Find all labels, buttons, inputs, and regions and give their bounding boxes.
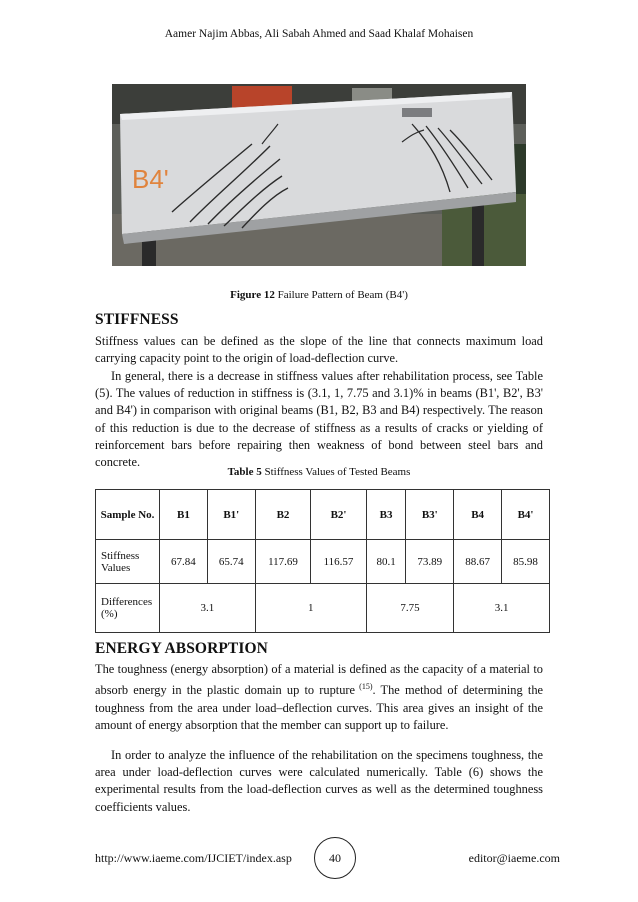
heading-energy-absorption: ENERGY ABSORPTION — [95, 640, 268, 657]
footer-email: editor@iaeme.com — [468, 851, 560, 865]
header-cell: B2' — [311, 490, 367, 540]
page-number: 40 — [314, 837, 356, 879]
paragraph-text: Stiffness values can be defined as the slope of the line that connects maximum load carrying capacity point to the origin of load-deflection curve. — [95, 334, 543, 366]
figure-label: Figure 12 — [230, 289, 275, 301]
header-cell: B4 — [454, 490, 502, 540]
footer-url: http://www.iaeme.com/IJCIET/index.asp — [95, 851, 292, 865]
table-row-differences — [96, 584, 550, 633]
table-label: Table 5 — [227, 466, 262, 478]
paragraph-stiffness-definition — [95, 333, 543, 367]
figure-photo-beam-b4 — [112, 84, 526, 266]
table-cell: 67.84 — [160, 540, 208, 584]
figure-caption — [0, 289, 638, 301]
table-cell: 73.89 — [406, 540, 454, 584]
figure-caption-text: Failure Pattern of Beam (B4') — [277, 289, 408, 301]
header-sample-no: Sample No. — [96, 490, 160, 540]
heading-stiffness: STIFFNESS — [95, 311, 179, 328]
paragraph-text: . The method of determining the toughness from the area under load–deflection curves. This area gives an insight of the amount of energy absorption that the member can support up to failure. — [95, 683, 544, 732]
row-label-stiffness: Stiffness Values — [96, 540, 160, 584]
citation-reference: (15) — [359, 682, 373, 692]
header-cell: B4' — [502, 490, 550, 540]
table-row-stiffness — [96, 540, 550, 584]
running-head-authors: Aamer Najim Abbas, Ali Sabah Ahmed and Saad Khalaf Mohaisen — [164, 28, 474, 40]
stiffness-table — [95, 489, 550, 633]
paragraph-text: In order to analyze the influence of the rehabilitation on the specimens toughness, the area under load-deflection curves were calculated numerically. Table (6) shows the experimental results from the load-deflection curves as well as the determined toughness coefficients values. — [95, 748, 543, 814]
table-cell: 3.1 — [454, 584, 550, 633]
table-cell: 116.57 — [311, 540, 367, 584]
header-cell: B2 — [255, 490, 311, 540]
table-cell: 88.67 — [454, 540, 502, 584]
header-cell: B3' — [406, 490, 454, 540]
table-cell: 85.98 — [502, 540, 550, 584]
beam-photo-illustration — [112, 84, 526, 266]
row-label-differences: Differences (%) — [96, 584, 160, 633]
beam-tag-label: B4' — [132, 164, 169, 194]
table-caption-text: Stiffness Values of Tested Beams — [264, 466, 411, 478]
paragraph-toughness-definition — [95, 661, 543, 734]
table-cell: 3.1 — [160, 584, 256, 633]
header-cell: B3 — [366, 490, 406, 540]
table-cell: 7.75 — [366, 584, 453, 633]
header-cell: B1' — [207, 490, 255, 540]
paragraph-stiffness-results — [95, 368, 543, 471]
paragraph-text: The toughness (energy absorption) of a material is defined as the capacity of a material to absorb energy in the plastic domain up to rupture — [95, 662, 543, 698]
table-cell: 1 — [255, 584, 366, 633]
table-cell: 65.74 — [207, 540, 255, 584]
table-header-row — [96, 490, 550, 540]
table-cell: 117.69 — [255, 540, 311, 584]
header-cell: B1 — [160, 490, 208, 540]
paragraph-toughness-analysis — [95, 747, 543, 816]
table-caption — [0, 466, 638, 478]
paragraph-text: In general, there is a decrease in stiffness values after rehabilitation process, see Table (5). The values of reduction in stiffness is (3.1, 1, 7.75 and 3.1)% in beams (B1', B2', B3' and B4') in comparison with original beams (B1, B2, B3 and B4) respectively. The reason of this reduction is due to the decrease of stiffness as a results of cracks or yielding of reinforcement bars before repairing then weakness of bond between steel bars and concrete. — [95, 369, 543, 470]
table-cell: 80.1 — [366, 540, 406, 584]
